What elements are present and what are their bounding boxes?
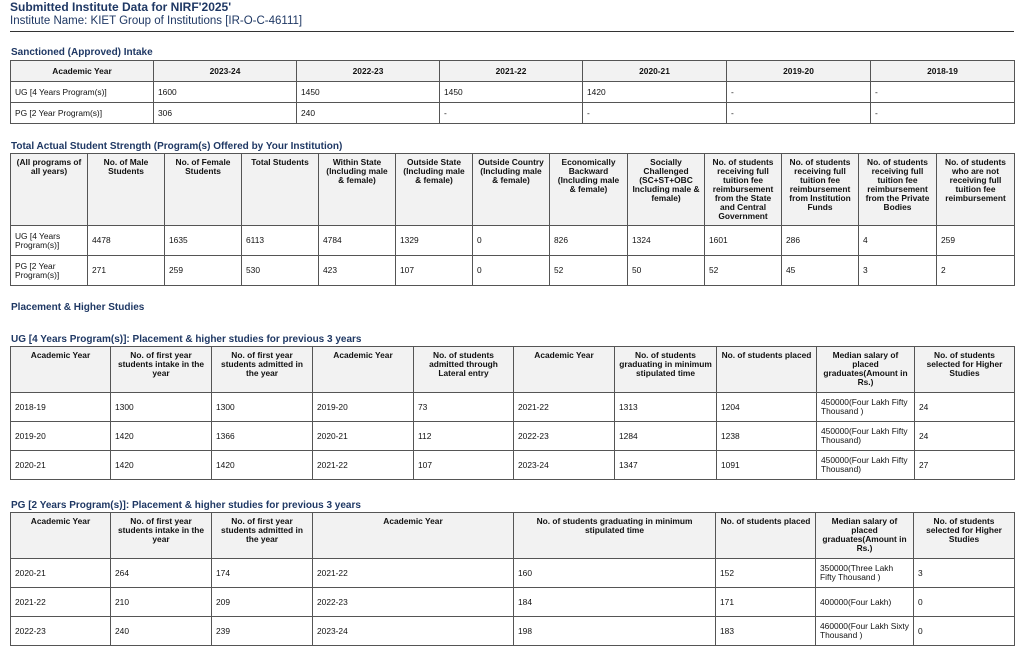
pg-header-cell: No. of students placed: [716, 513, 816, 559]
pg-placement-title: PG [2 Years Program(s)]: Placement & higher studies for previous 3 years: [11, 500, 361, 511]
strength-header-cell: Economically Backward (Including male & female): [550, 154, 628, 226]
ug-cell: 450000(Four Lakh Fifty Thousand): [817, 422, 915, 451]
pg-cell: 239: [212, 617, 313, 646]
document-header: [10, 0, 1014, 32]
placement-section-title: Placement & Higher Studies: [11, 302, 145, 313]
ug-cell: 1204: [717, 393, 817, 422]
pg-cell: 183: [716, 617, 816, 646]
ug-cell: 1347: [615, 451, 717, 480]
ug-header-cell: No. of students admitted through Lateral entry: [414, 347, 514, 393]
strength-cell: 286: [782, 226, 859, 256]
ug-header-cell: No. of first year students intake in the year: [111, 347, 212, 393]
ug-cell: 2022-23: [514, 422, 615, 451]
ug-cell: 1300: [111, 393, 212, 422]
strength-cell: PG [2 Year Program(s)]: [11, 256, 88, 286]
ug-cell: 1238: [717, 422, 817, 451]
strength-cell: 4: [859, 226, 937, 256]
pg-row: [11, 617, 1015, 646]
pg-cell: 3: [914, 559, 1015, 588]
document-title: Submitted Institute Data for NIRF'2025': [10, 0, 232, 14]
pg-cell: 2020-21: [11, 559, 111, 588]
strength-cell: 0: [473, 256, 550, 286]
pg-cell: 400000(Four Lakh): [816, 588, 914, 617]
ug-header-cell: No. of students selected for Higher Studies: [915, 347, 1015, 393]
strength-header-cell: Outside Country (Including male & female): [473, 154, 550, 226]
ug-cell: 2021-22: [313, 451, 414, 480]
strength-cell: 50: [628, 256, 705, 286]
ug-cell: 73: [414, 393, 514, 422]
ug-cell: 24: [915, 422, 1015, 451]
ug-cell: 1366: [212, 422, 313, 451]
strength-cell: 45: [782, 256, 859, 286]
pg-cell: 2021-22: [11, 588, 111, 617]
strength-header-cell: No. of students receiving full tuition fee reimbursement from the State and Central Government: [705, 154, 782, 226]
intake-header-cell: 2023-24: [154, 61, 297, 82]
pg-cell: 174: [212, 559, 313, 588]
ug-row: [11, 422, 1015, 451]
ug-placement-title: UG [4 Years Program(s)]: Placement & higher studies for previous 3 years: [11, 334, 362, 345]
strength-cell: 107: [396, 256, 473, 286]
intake-cell: 1420: [583, 82, 727, 103]
strength-cell: 826: [550, 226, 628, 256]
strength-cell: 0: [473, 226, 550, 256]
intake-cell: 1450: [297, 82, 440, 103]
strength-header-cell: No. of students receiving full tuition fee reimbursement from the Private Bodies: [859, 154, 937, 226]
pg-cell: 171: [716, 588, 816, 617]
ug-cell: 2021-22: [514, 393, 615, 422]
ug-cell: 2023-24: [514, 451, 615, 480]
ug-cell: 450000(Four Lakh Fifty Thousand): [817, 451, 915, 480]
ug-cell: 1420: [212, 451, 313, 480]
ug-placement-table: [10, 346, 1015, 480]
pg-header-cell: No. of students graduating in minimum stipulated time: [514, 513, 716, 559]
ug-cell: 1420: [111, 451, 212, 480]
intake-cell: 240: [297, 103, 440, 124]
ug-cell: 112: [414, 422, 514, 451]
institute-name: Institute Name: KIET Group of Institutions [IR-O-C-46111]: [10, 15, 303, 27]
strength-cell: 423: [319, 256, 396, 286]
pg-cell: 350000(Three Lakh Fifty Thousand ): [816, 559, 914, 588]
intake-cell: -: [583, 103, 727, 124]
ug-cell: 2019-20: [313, 393, 414, 422]
pg-cell: 210: [111, 588, 212, 617]
strength-table: [10, 153, 1015, 286]
ug-cell: 24: [915, 393, 1015, 422]
ug-cell: 1300: [212, 393, 313, 422]
pg-header-cell: Academic Year: [313, 513, 514, 559]
strength-header-cell: No. of Male Students: [88, 154, 165, 226]
pg-cell: 2023-24: [313, 617, 514, 646]
ug-header-cell: Academic Year: [514, 347, 615, 393]
intake-cell: PG [2 Year Program(s)]: [11, 103, 154, 124]
intake-cell: 1600: [154, 82, 297, 103]
pg-cell: 460000(Four Lakh Sixty Thousand ): [816, 617, 914, 646]
ug-header-cell: No. of students placed: [717, 347, 817, 393]
pg-cell: 264: [111, 559, 212, 588]
pg-cell: 2022-23: [11, 617, 111, 646]
intake-row: [11, 82, 1015, 103]
strength-header-cell: No. of Female Students: [165, 154, 242, 226]
strength-section-title: Total Actual Student Strength (Program(s) Offered by Your Institution): [11, 141, 343, 152]
pg-cell: 209: [212, 588, 313, 617]
intake-cell: -: [871, 103, 1015, 124]
intake-header-cell: 2019-20: [727, 61, 871, 82]
pg-cell: 184: [514, 588, 716, 617]
intake-cell: 306: [154, 103, 297, 124]
intake-row: [11, 103, 1015, 124]
ug-cell: 1284: [615, 422, 717, 451]
ug-cell: 27: [915, 451, 1015, 480]
strength-cell: 6113: [242, 226, 319, 256]
pg-row: [11, 559, 1015, 588]
intake-header-cell: 2022-23: [297, 61, 440, 82]
strength-cell: UG [4 Years Program(s)]: [11, 226, 88, 256]
strength-cell: 1324: [628, 226, 705, 256]
ug-cell: 2018-19: [11, 393, 111, 422]
intake-table: [10, 60, 1015, 124]
strength-cell: 530: [242, 256, 319, 286]
pg-cell: 198: [514, 617, 716, 646]
strength-header-cell: Outside State (Including male & female): [396, 154, 473, 226]
pg-row: [11, 588, 1015, 617]
strength-header-cell: No. of students receiving full tuition fee reimbursement from Institution Funds: [782, 154, 859, 226]
intake-header-cell: 2020-21: [583, 61, 727, 82]
pg-header-cell: No. of first year students intake in the year: [111, 513, 212, 559]
strength-cell: 52: [705, 256, 782, 286]
strength-cell: 52: [550, 256, 628, 286]
intake-cell: -: [871, 82, 1015, 103]
strength-header-cell: No. of students who are not receiving full tuition fee reimbursement: [937, 154, 1015, 226]
strength-cell: 3: [859, 256, 937, 286]
strength-header-cell: Socially Challenged (SC+ST+OBC Including male & female): [628, 154, 705, 226]
intake-cell: -: [440, 103, 583, 124]
pg-header-cell: No. of first year students admitted in the year: [212, 513, 313, 559]
strength-cell: 2: [937, 256, 1015, 286]
intake-cell: UG [4 Years Program(s)]: [11, 82, 154, 103]
strength-cell: 1601: [705, 226, 782, 256]
pg-header-cell: Median salary of placed graduates(Amount in Rs.): [816, 513, 914, 559]
pg-cell: 152: [716, 559, 816, 588]
ug-cell: 1091: [717, 451, 817, 480]
ug-header-cell: No. of first year students admitted in the year: [212, 347, 313, 393]
strength-row: [11, 226, 1015, 256]
strength-row: [11, 256, 1015, 286]
ug-cell: 2020-21: [11, 451, 111, 480]
strength-cell: 1329: [396, 226, 473, 256]
intake-cell: 1450: [440, 82, 583, 103]
intake-header-cell: 2021-22: [440, 61, 583, 82]
strength-header-cell: Within State (Including male & female): [319, 154, 396, 226]
intake-cell: -: [727, 82, 871, 103]
ug-header-cell: Median salary of placed graduates(Amount in Rs.): [817, 347, 915, 393]
ug-row: [11, 393, 1015, 422]
pg-cell: 2021-22: [313, 559, 514, 588]
strength-cell: 4478: [88, 226, 165, 256]
pg-cell: 160: [514, 559, 716, 588]
pg-cell: 0: [914, 617, 1015, 646]
pg-header-cell: No. of students selected for Higher Studies: [914, 513, 1015, 559]
intake-header-cell: 2018-19: [871, 61, 1015, 82]
pg-cell: 2022-23: [313, 588, 514, 617]
pg-cell: 0: [914, 588, 1015, 617]
strength-header-cell: (All programs of all years): [11, 154, 88, 226]
ug-header-cell: Academic Year: [313, 347, 414, 393]
ug-cell: 2020-21: [313, 422, 414, 451]
ug-cell: 1420: [111, 422, 212, 451]
strength-cell: 4784: [319, 226, 396, 256]
intake-header-cell: Academic Year: [11, 61, 154, 82]
strength-cell: 259: [937, 226, 1015, 256]
intake-cell: -: [727, 103, 871, 124]
ug-header-cell: No. of students graduating in minimum stipulated time: [615, 347, 717, 393]
ug-cell: 107: [414, 451, 514, 480]
strength-cell: 1635: [165, 226, 242, 256]
ug-header-cell: Academic Year: [11, 347, 111, 393]
strength-cell: 271: [88, 256, 165, 286]
intake-section-title: Sanctioned (Approved) Intake: [11, 47, 153, 58]
pg-cell: 240: [111, 617, 212, 646]
pg-placement-table: [10, 512, 1015, 646]
strength-cell: 259: [165, 256, 242, 286]
ug-cell: 450000(Four Lakh Fifty Thousand ): [817, 393, 915, 422]
ug-cell: 1313: [615, 393, 717, 422]
ug-cell: 2019-20: [11, 422, 111, 451]
ug-row: [11, 451, 1015, 480]
strength-header-cell: Total Students: [242, 154, 319, 226]
pg-header-cell: Academic Year: [11, 513, 111, 559]
